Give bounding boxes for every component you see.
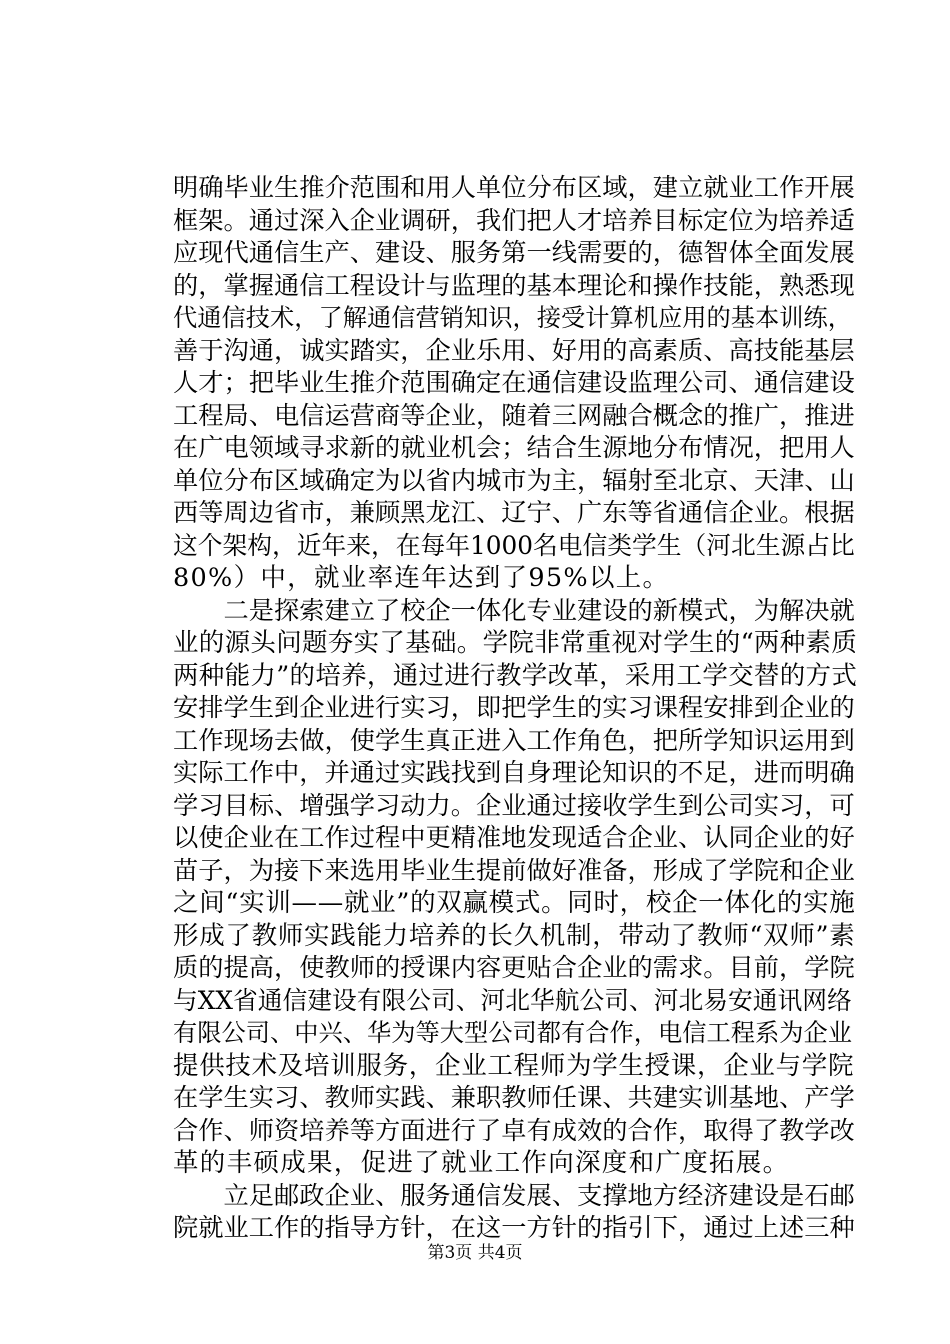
text-line: 二是探索建立了校企一体化专业建设的新模式，为解决就: [173, 595, 855, 625]
text-line: 这个架构，近年来，在每年1000名电信类学生（河北生源占比: [173, 530, 855, 560]
text-line: 两种能力”的培养，通过进行教学改革，采用工学交替的方式: [173, 660, 858, 691]
document-body: [173, 172, 858, 1245]
text-line: 的，掌握通信工程设计与监理的基本理论和操作技能，熟悉现: [173, 270, 855, 300]
text-line: 实际工作中，并通过实践找到自身理论知识的不足，进而明确: [173, 758, 855, 787]
text-line: 立足邮政企业、服务通信发展、支撑地方经济建设是石邮: [173, 1180, 855, 1210]
text-line: 单位分布区域确定为以省内城市为主，辐射至北京、天津、山: [173, 465, 855, 495]
text-line: 苗子，为接下来选用毕业生提前做好准备，形成了学院和企业: [173, 855, 855, 885]
text-line: 应现代通信生产、建设、服务第一线需要的，德智体全面发展: [173, 238, 855, 267]
text-line: 以使企业在工作过程中更精准地发现适合企业、认同企业的好: [173, 823, 855, 852]
text-line: 在学生实习、教师实践、兼职教师任课、共建实训基地、产学: [173, 1083, 855, 1112]
text-line: 之间“实训——就业”的双赢模式。同时，校企一体化的实施: [173, 888, 856, 918]
text-line: 与XX省通信建设有限公司、河北华航公司、河北易安通讯网络: [173, 985, 852, 1015]
text-line: 80%）中，就业率连年达到了95%以上。: [173, 563, 670, 593]
text-line: 质的提高，使教师的授课内容更贴合企业的需求。目前，学院: [173, 953, 855, 982]
text-line: 安排学生到企业进行实习，即把学生的实习课程安排到企业的: [173, 693, 855, 722]
text-line: 有限公司、中兴、华为等大型公司都有合作，电信工程系为企业: [173, 1018, 853, 1047]
text-line: 工作现场去做，使学生真正进入工作角色，把所学知识运用到: [173, 725, 855, 755]
text-line: 在广电领域寻求新的就业机会；结合生源地分布情况，把用人: [173, 433, 855, 462]
text-line: 明确毕业生推介范围和用人单位分布区域，建立就业工作开展: [173, 173, 855, 202]
text-line: 学习目标、增强学习动力。企业通过接收学生到公司实习，可: [173, 790, 855, 820]
page-footer: 第3页 共4页: [427, 1243, 523, 1263]
text-line: 合作、师资培养等方面进行了卓有成效的合作，取得了教学改: [173, 1115, 855, 1145]
text-line: 形成了教师实践能力培养的长久机制，带动了教师“双师”素: [173, 920, 856, 951]
text-line: 工程局、电信运营商等企业，随着三网融合概念的推广，推进: [173, 400, 855, 430]
text-line: 人才；把毕业生推介范围确定在通信建设监理公司、通信建设: [173, 368, 855, 397]
text-line: 框架。通过深入企业调研，我们把人才培养目标定位为培养适: [173, 205, 855, 235]
text-line: 西等周边省市，兼顾黑龙江、辽宁、广东等省通信企业。根据: [173, 498, 855, 527]
text-line: 代通信技术，了解通信营销知识，接受计算机应用的基本训练，: [173, 303, 853, 332]
text-line: 院就业工作的指导方针，在这一方针的指引下，通过上述三种: [173, 1213, 855, 1242]
text-line: 提供技术及培训服务，企业工程师为学生授课，企业与学院: [173, 1050, 855, 1081]
text-line: 革的丰硕成果，促进了就业工作向深度和广度拓展。: [173, 1148, 790, 1178]
text-line: 业的源头问题夯实了基础。学院非常重视对学生的“两种素质: [173, 628, 858, 658]
text-line: 善于沟通，诚实踏实，企业乐用、好用的高素质、高技能基层: [173, 335, 855, 365]
